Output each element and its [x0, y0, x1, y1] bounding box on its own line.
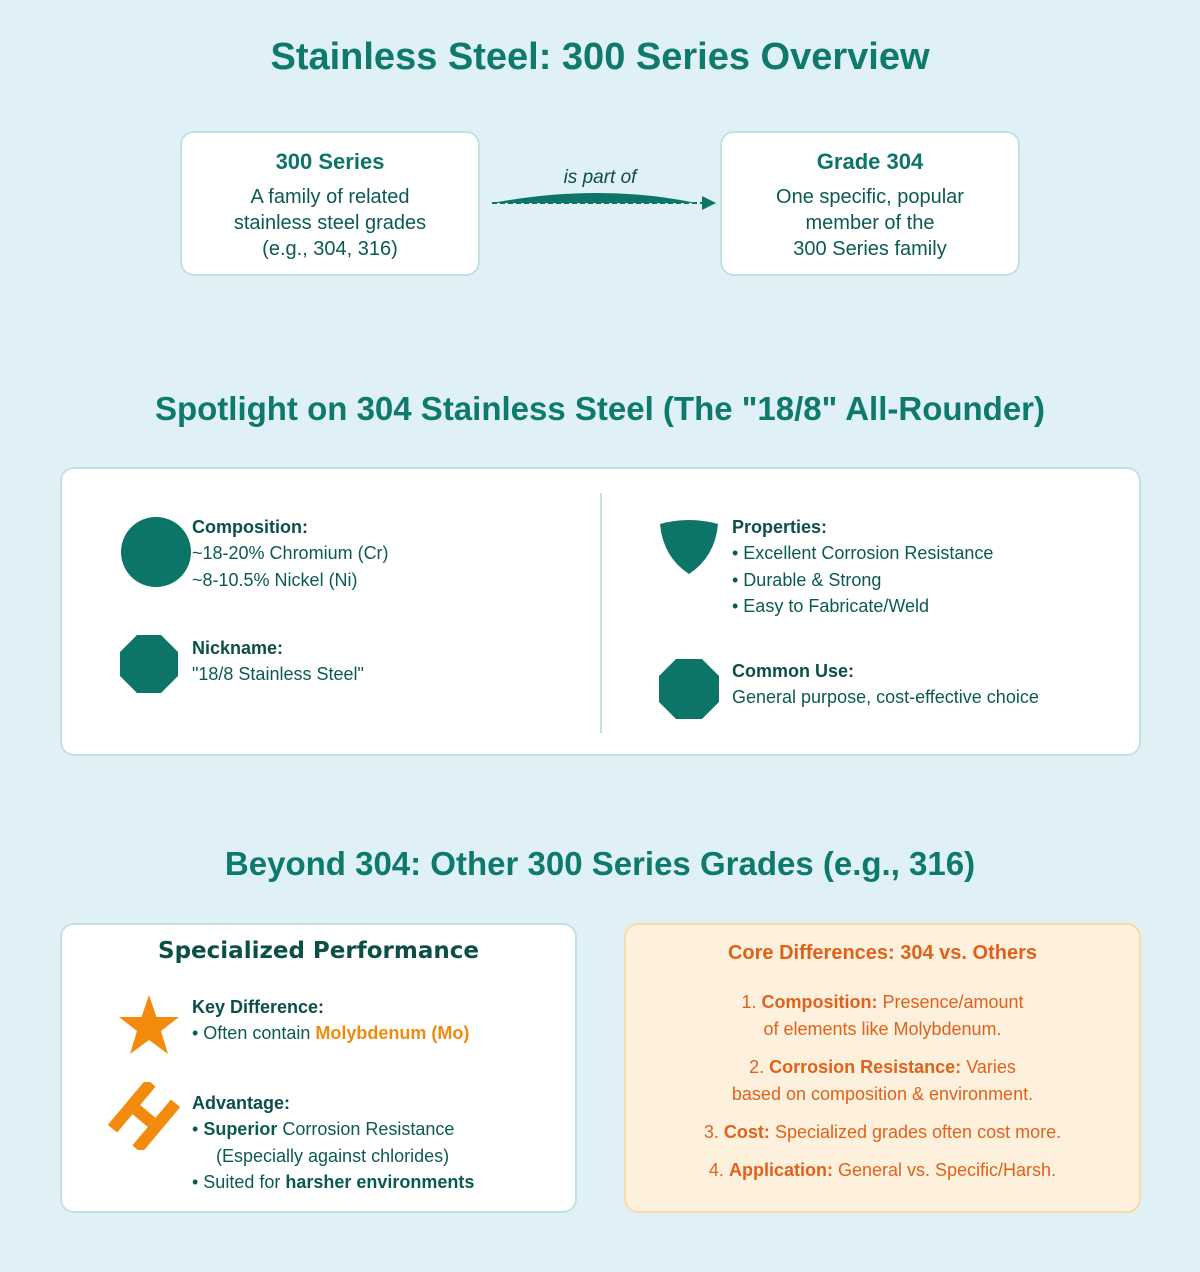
- core-item-2: [626, 1054, 1139, 1107]
- common-use-line-1: General purpose, cost-effective choice: [732, 687, 1039, 707]
- star-icon: [118, 995, 180, 1055]
- shield-icon: [659, 519, 719, 575]
- nickname-label: Nickname:: [192, 638, 284, 658]
- is-part-of-arrow: [488, 185, 720, 213]
- properties-line-1: • Excellent Corrosion Resistance: [732, 543, 994, 563]
- series-300-box: [180, 131, 480, 276]
- core-item-4-number: 4.: [708, 1160, 724, 1180]
- common-use-item: [732, 658, 1039, 711]
- spotlight-divider: [600, 493, 602, 733]
- nickname-item: [192, 635, 364, 688]
- grade-304-line-2: member of the: [805, 212, 935, 234]
- core-item-3: [626, 1119, 1139, 1146]
- advantage-item: [192, 1090, 474, 1196]
- composition-line-2: ~8-10.5% Nickel (Ni): [192, 569, 358, 590]
- series-300-line-3: (e.g., 304, 316): [262, 238, 398, 260]
- harsher-environments: harsher environments: [285, 1172, 475, 1192]
- grade-304-title: Grade 304: [816, 149, 924, 174]
- beyond-heading: Beyond 304: Other 300 Series Grades (e.g., 316): [224, 845, 976, 882]
- specialized-title: Specialized Performance: [158, 938, 479, 964]
- series-300-description: [182, 184, 478, 262]
- grade-304-box: [720, 131, 1020, 276]
- composition-line-1: ~18-20% Chromium (Cr): [192, 543, 389, 563]
- advantage-line-1-rest: Corrosion Resistance: [277, 1119, 455, 1139]
- advantage-line-3-prefix: • Suited for: [192, 1172, 286, 1192]
- nickname-line-1: "18/8 Stainless Steel": [192, 664, 364, 684]
- molybdenum-highlight: Molybdenum (Mo): [315, 1023, 470, 1043]
- core-item-1-rest: Presence/amount: [882, 992, 1024, 1012]
- advantage-line-1: [192, 1116, 474, 1143]
- core-differences-title: Core Differences: 304 vs. Others: [727, 942, 1038, 964]
- core-item-2-rest: Varies: [966, 1057, 1016, 1077]
- composition-label: Composition:: [192, 517, 308, 537]
- core-item-3-bold: Cost:: [723, 1122, 770, 1142]
- core-item-3-rest: Specialized grades often cost more.: [774, 1122, 1062, 1142]
- core-item-3-number: 3.: [703, 1122, 719, 1142]
- advantage-bullet: •: [192, 1119, 204, 1139]
- grade-304-description: [722, 184, 1018, 262]
- spotlight-heading: Spotlight on 304 Stainless Steel (The "18/8" All-Rounder): [154, 390, 1046, 427]
- page-title: Stainless Steel: 300 Series Overview: [270, 36, 930, 78]
- advantage-line-2: (Especially against chlorides): [216, 1145, 450, 1166]
- properties-item: [732, 514, 993, 620]
- composition-item: [192, 514, 389, 593]
- core-item-4-bold: Application:: [728, 1160, 833, 1180]
- octagon-icon: [659, 659, 719, 719]
- advantage-label: Advantage:: [192, 1093, 291, 1113]
- advantage-line-3: [192, 1169, 474, 1196]
- circle-icon: [120, 516, 192, 588]
- properties-label: Properties:: [732, 517, 828, 537]
- properties-line-2: • Durable & Strong: [732, 569, 882, 590]
- key-difference-label: Key Difference:: [192, 997, 325, 1017]
- arrow-label: is part of: [563, 167, 637, 188]
- core-item-1-bold: Composition:: [761, 992, 878, 1012]
- common-use-label: Common Use:: [732, 661, 855, 681]
- core-item-1-continued: of elements like Molybdenum.: [763, 1018, 1002, 1039]
- core-item-2-continued: based on composition & environment.: [731, 1083, 1034, 1104]
- octagon-icon: [120, 635, 178, 693]
- properties-line-3: • Easy to Fabricate/Weld: [732, 596, 930, 616]
- series-300-title: 300 Series: [275, 149, 385, 174]
- advantage-superior: Superior: [203, 1119, 278, 1139]
- h-beam-icon: [108, 1082, 180, 1150]
- grade-304-line-3: 300 Series family: [793, 238, 947, 260]
- key-difference-item: [192, 994, 469, 1047]
- key-difference-line: [192, 1020, 469, 1047]
- core-item-2-number: 2.: [749, 1057, 765, 1077]
- core-item-2-bold: Corrosion Resistance:: [769, 1057, 962, 1077]
- core-item-4-rest: General vs. Specific/Harsh.: [837, 1160, 1057, 1180]
- series-300-line-1: A family of related: [250, 186, 410, 208]
- core-item-1: [626, 989, 1139, 1042]
- key-difference-prefix: • Often contain: [192, 1023, 316, 1043]
- series-300-line-2: stainless steel grades: [233, 212, 427, 234]
- core-item-4: [626, 1157, 1139, 1184]
- core-item-1-number: 1.: [741, 992, 757, 1012]
- grade-304-line-1: One specific, popular: [776, 186, 964, 208]
- core-differences-panel: [624, 923, 1141, 1213]
